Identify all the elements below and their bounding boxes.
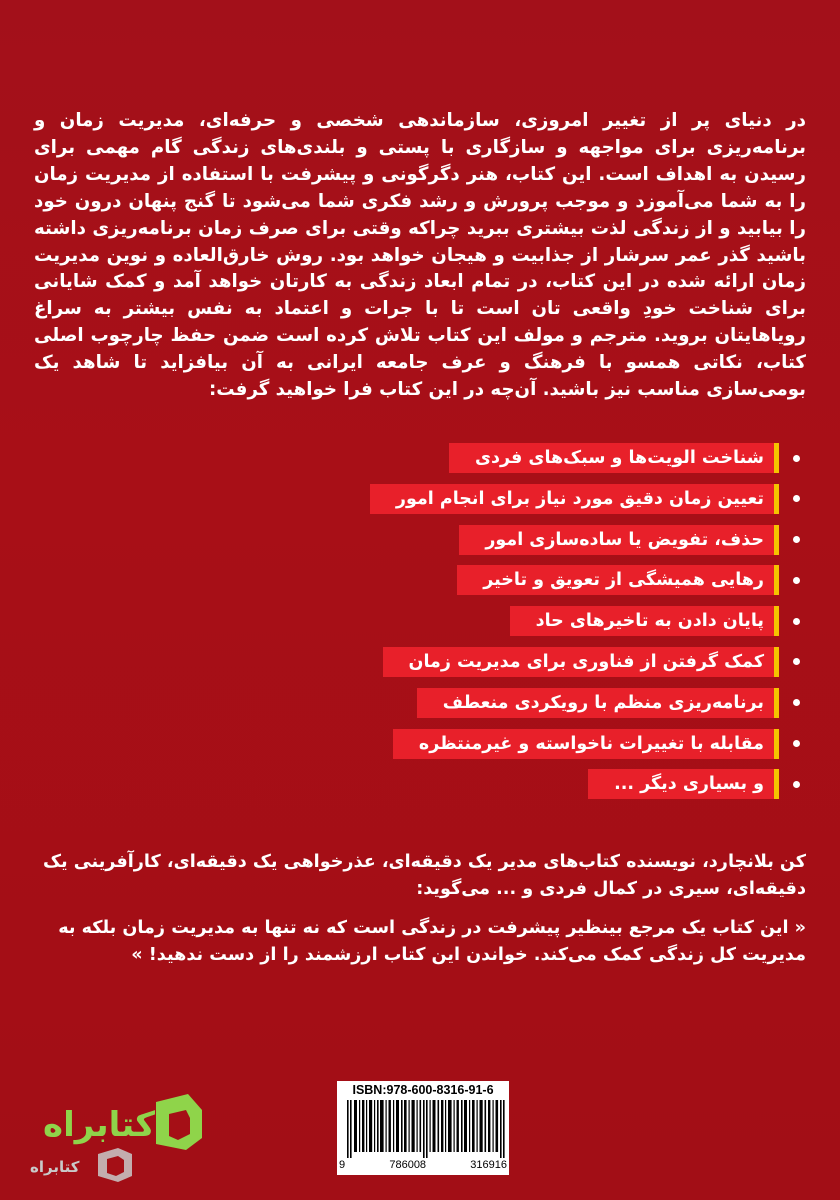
barcode-digits [339, 1159, 507, 1171]
bullet-dot-icon [793, 740, 800, 747]
bullet-accent-bar [774, 525, 779, 555]
endorsement-quote: « این کتاب یک مرجع بینظیر پیشرفت در زندگی است که نه تنها به مدیریت زمان بلکه به مدیریت کل زندگی کمک می‌کند. خواندن این کتاب ارزشمند را از دست ندهید! » [58, 918, 806, 965]
list-item [240, 647, 800, 677]
barcode-icon [347, 1100, 507, 1158]
logo-text: کتابراه [43, 1105, 156, 1145]
barcode-digit-group-left: 786008 [389, 1159, 427, 1171]
list-item [240, 443, 800, 473]
barcode-digit-group-right: 316916 [470, 1159, 507, 1171]
bullet-dot-icon [793, 455, 800, 462]
bullet-dot-icon [793, 618, 800, 625]
bullet-dot-icon [793, 495, 800, 502]
bullet-accent-bar [774, 647, 779, 677]
bullet-accent-bar [774, 688, 779, 718]
list-item [240, 688, 800, 718]
barcode-digit-prefix: 9 [339, 1159, 346, 1171]
bullet-accent-bar [774, 729, 779, 759]
bullet-text: تعیین زمان دقیق مورد نیاز برای انجام امور [370, 484, 774, 514]
bullet-list [240, 443, 800, 810]
bullet-dot-icon [793, 536, 800, 543]
bullet-text: برنامه‌ریزی منظم با رویکردی منعطف [417, 688, 774, 718]
bullet-text: مقابله با تغییرات ناخواسته و غیرمنتظره [393, 729, 774, 759]
bullet-dot-icon [793, 658, 800, 665]
bullet-text: شناخت الویت‌ها و سبک‌های فردی [449, 443, 774, 473]
list-item [240, 729, 800, 759]
list-item [240, 525, 800, 555]
isbn-barcode-box [337, 1081, 509, 1175]
bullet-text: کمک گرفتن از فناوری برای مدیریت زمان [383, 647, 774, 677]
bullet-text: حذف، تفویض یا ساده‌سازی امور [459, 525, 774, 555]
bullet-text: پایان دادن به تاخیرهای حاد [510, 606, 774, 636]
bullet-accent-bar [774, 769, 779, 799]
bullet-text: رهایی همیشگی از تعویق و تاخیر [457, 565, 774, 595]
author-note: کن بلانچارد، نویسنده کتاب‌های مدیر یک دقیقه‌ای، عذرخواهی یک دقیقه‌ای، کارآفرینی یک دقیقه‌ای، سیری در کمال فردی و ... می‌گوید: [42, 852, 806, 899]
ketabrah-logo [6, 1088, 206, 1188]
bullet-text: و بسیاری دیگر ... [588, 769, 774, 799]
isbn-label: ISBN:978-600-8316-91-6 [352, 1083, 494, 1097]
list-item [240, 484, 800, 514]
intro-paragraph: در دنیای پر از تغییر امروزی، سازماندهی شخصی و حرفه‌ای، مدیریت زمان و برنامه‌ریزی برای مواجهه و سازگاری با پستی و بلندی‌های زندگی گام مهمی برای رسیدن به اهداف است. این کتاب، هنر دگرگونی و پیشرفت با استفاده از مدیریت زمان را به شما می‌آموزد و موجب پرورش و رشد فکری شما می‌شود تا گنج پنهان درون خود را بیابید و از زندگی لذت بیشتری ببرید چراکه وقتی برای صرف زمان برنامه‌ریزی داشته باشید گذر عمر سرشار از جذابیت و هیجان خواهد بود. روش خارق‌العاده و نوین مدیریت زمان ارائه شده در این کتاب، در تمام ابعاد زندگی به کارتان خواهد آمد و کمک شایانی برای شناخت خودِ واقعی تان است تا با جرات و اعتماد به نفس بیشتر به سراغ رویاهایتان بروید. مترجم و مولف این کتاب تلاش کرده است ضمن حفظ چارچوب اصلی کتاب، نکاتی همسو با فرهنگ و عرف جامعه ایرانی به آن بیافزاید تا شاهد یک بومی‌سازی مناسب نیز باشید. آن‌چه در این کتاب فرا خواهید گرفت: [34, 110, 806, 401]
list-item [240, 769, 800, 799]
bullet-dot-icon [793, 781, 800, 788]
list-item [240, 606, 800, 636]
bullet-dot-icon [793, 577, 800, 584]
list-item [240, 565, 800, 595]
bullet-dot-icon [793, 699, 800, 706]
bullet-accent-bar [774, 484, 779, 514]
logo-watermark-text: کتابراه [30, 1158, 80, 1176]
bullet-accent-bar [774, 606, 779, 636]
bullet-accent-bar [774, 565, 779, 595]
bullet-accent-bar [774, 443, 779, 473]
